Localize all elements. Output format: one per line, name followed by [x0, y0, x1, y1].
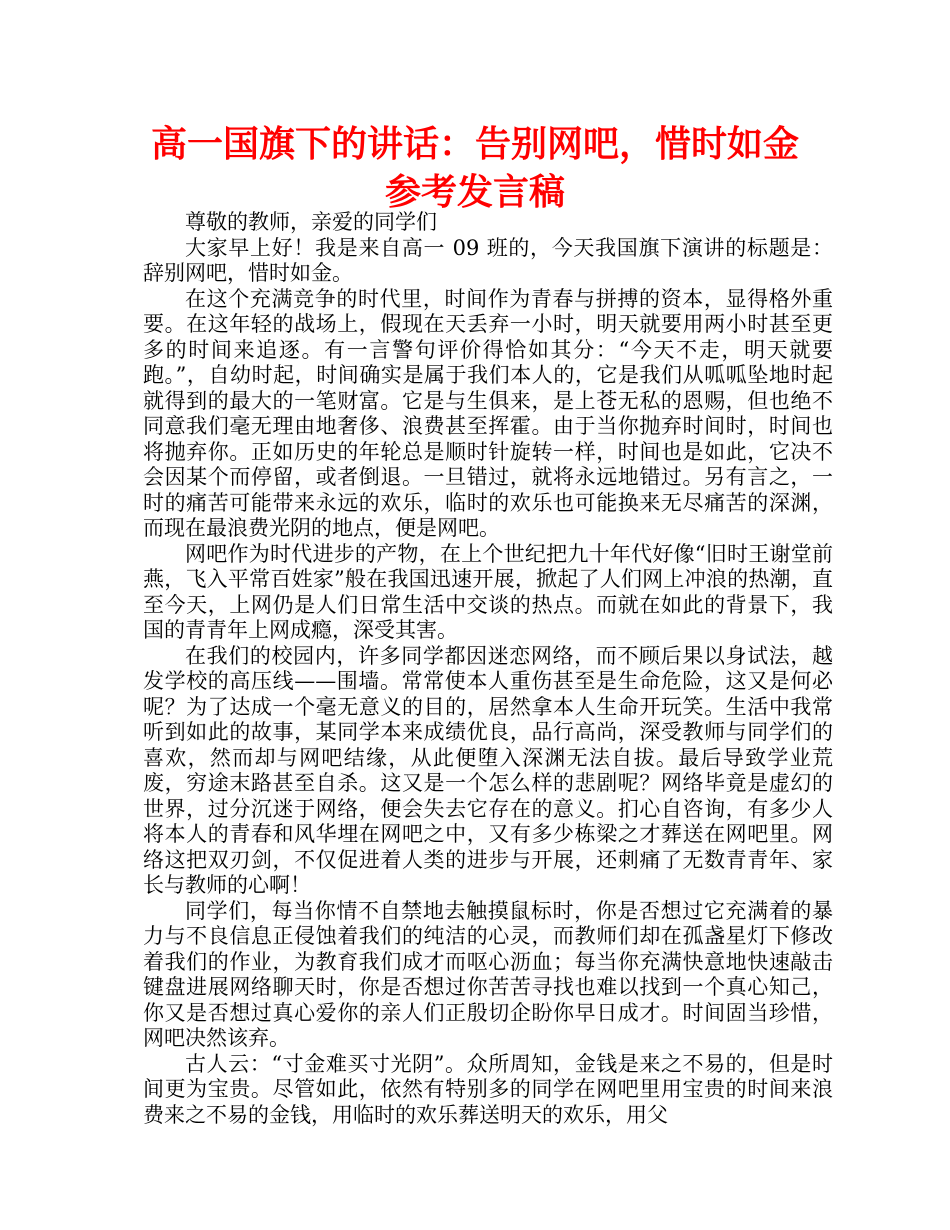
paragraph: 网吧作为时代进步的产物，在上个世纪把九十年代好像“旧时王谢堂前燕，飞入平常百姓家”般在我国迅速开展，掀起了人们网上冲浪的热潮，直至今天，上网仍是人们日常生活中交谈的热点。而就在如此的背景下，我国的青青年上网成瘾，深受其害。	[143, 541, 833, 642]
paragraph: 古人云：“寸金难买寸光阴”。众所周知，金钱是来之不易的，但是时间更为宝贵。尽管如此，依然有特别多的同学在网吧里用宝贵的时间来浪费来之不易的金钱，用临时的欢乐葬送明天的欢乐，用父	[143, 1051, 833, 1127]
paragraph: 同学们，每当你情不自禁地去触摸鼠标时，你是否想过它充满着的暴力与不良信息正侵蚀着我们的纯洁的心灵，而教师们却在孤盏星灯下修改着我们的作业，为教育我们成才而呕心沥血；每当你充满快意地快速敲击键盘进展网络聊天时，你是否想过你苦苦寻找也难以找到一个真心知己，你又是否想过真心爱你的亲人们正殷切企盼你早日成才。时间固当珍惜，网吧决然该弃。	[143, 898, 833, 1050]
document-body	[143, 210, 833, 1128]
paragraph: 在这个充满竞争的时代里，时间作为青春与拼搏的资本，显得格外重要。在这年轻的战场上，假现在天丢弃一小时，明天就要用两小时甚至更多的时间来追逐。有一言警句评价得恰如其分：“今天不走，明天就要跑。”，自幼时起，时间确实是属于我们本人的，它是我们从呱呱坠地时起就得到的最大的一笔财富。它是与生俱来，是上苍无私的恩赐，但也绝不同意我们毫无理由地奢侈、浪费甚至挥霍。由于当你抛弃时间时，时间也将抛弃你。正如历史的年轮总是顺时针旋转一样，时间也是如此，它决不会因某个而停留，或者倒退。一旦错过，就将永远地错过。另有言之，一时的痛苦可能带来永远的欢乐，临时的欢乐也可能换来无尽痛苦的深渊，而现在最浪费光阴的地点，便是网吧。	[143, 286, 833, 540]
document-title-line2: 参考发言稿	[384, 172, 565, 213]
paragraph: 在我们的校园内，许多同学都因迷恋网络，而不顾后果以身试法，越发学校的高压线——围墙。常常使本人重伤甚至是生命危险，这又是何必呢？为了达成一个毫无意义的目的，居然拿本人生命开玩笑。生活中我常听到如此的故事，某同学本来成绩优良，品行高尚，深受教师与同学们的喜欢，然而却与网吧结缘，从此便堕入深渊无法自拔。最后导致学业荒废，穷途末路甚至自杀。这又是一个怎么样的悲剧呢？网络毕竟是虚幻的世界，过分沉迷于网络，便会失去它存在的意义。扪心自咨询，有多少人将本人的青春和风华埋在网吧之中，又有多少栋梁之才葬送在网吧里。网络这把双刃剑，不仅促进着人类的进步与开展，还刺痛了无数青青年、家长与教师的心啊！	[143, 643, 833, 897]
paragraph: 大家早上好！我是来自高一 09 班的，今天我国旗下演讲的标题是：辞别网吧，惜时如金。	[143, 235, 833, 285]
salutation: 尊敬的教师，亲爱的同学们	[185, 210, 437, 234]
document-title-line1: 高一国旗下的讲话：告别网吧，惜时如金	[150, 124, 799, 165]
